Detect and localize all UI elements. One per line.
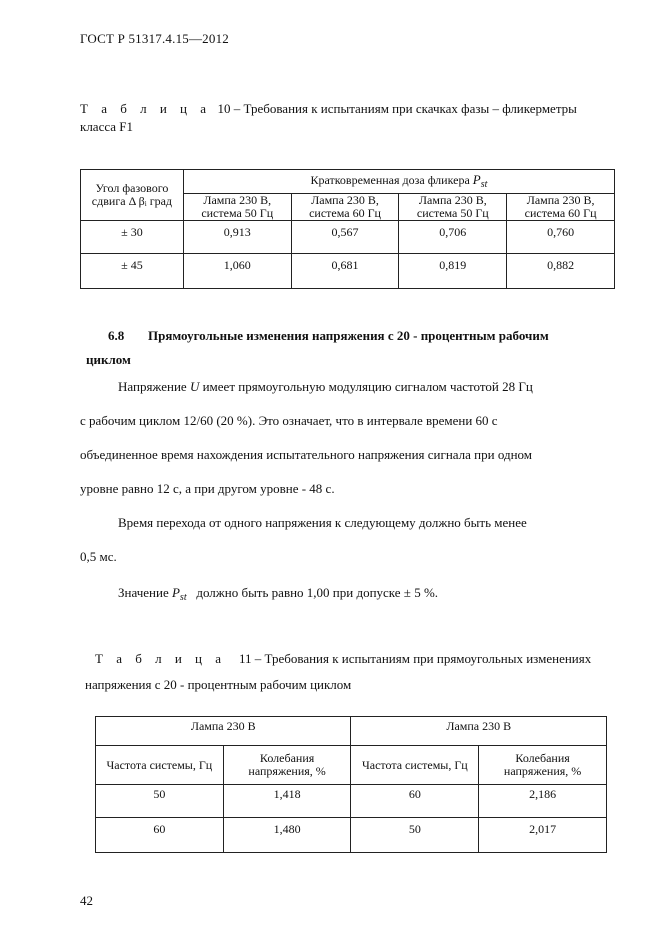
- table11-group-header: Лампа 230 В: [351, 717, 607, 746]
- table11: [95, 716, 607, 853]
- table-cell: 2,186: [479, 785, 607, 818]
- table10-header-dose: Кратковременная доза фликера $P_{st}$: [183, 170, 614, 194]
- table10-header-angle: Угол фазового сдвига Δ βᵢ град: [81, 170, 184, 221]
- table10-caption: [80, 100, 615, 136]
- table-cell: 60: [96, 818, 224, 853]
- table10-subheader: Лампа 230 В, система 60 Гц: [507, 194, 615, 221]
- table-cell: 60: [351, 785, 479, 818]
- table11-caption-line2: напряжения с 20 - процентным рабочим циклом: [85, 677, 352, 692]
- table11-caption-text: 11 – Требования к испытаниям при прямоугольных изменениях: [239, 651, 592, 666]
- section-number: 6.8: [108, 328, 125, 343]
- table11-subheader: Колебания напряжения, %: [479, 746, 607, 785]
- table11-subheader: Колебания напряжения, %: [223, 746, 351, 785]
- table10: [80, 169, 615, 289]
- table10-subheader: Лампа 230 В, система 60 Гц: [291, 194, 399, 221]
- table-cell: 2,017: [479, 818, 607, 853]
- table-cell: 1,480: [223, 818, 351, 853]
- table-cell: 0,567: [291, 221, 399, 254]
- paragraph-1: Напряжение U имеет прямоугольную модуляцию сигналом частотой 28 Гц с рабочим циклом 12/60 (20 %). Это означает, что в интервале времени 60 с объединенное время нахождения испытательного напряжения сигнала при одном уровне равно 12 с, а при другом уровне - 48 с.: [80, 379, 533, 496]
- table-cell: ± 30: [81, 221, 184, 254]
- paragraph-3: Значение $P_{st}$ должно быть равно 1,00 при допуске ± 5 %.: [118, 585, 439, 603]
- table-row: [96, 818, 607, 853]
- table11-subheader: Частота системы, Гц: [351, 746, 479, 785]
- document-header: ГОСТ Р 51317.4.15—2012: [80, 31, 229, 46]
- table-cell: 0,913: [183, 221, 291, 254]
- table-cell: ± 45: [81, 254, 184, 289]
- table10-caption-text: 10 – Требования к испытаниям при скачках фазы – фликерметры: [217, 101, 577, 116]
- table10-caption-label: Т а б л и ц а: [80, 101, 211, 116]
- table-cell: 0,681: [291, 254, 399, 289]
- table-cell: 1,418: [223, 785, 351, 818]
- table11-group-header: Лампа 230 В: [96, 717, 351, 746]
- table-cell: 50: [96, 785, 224, 818]
- table-cell: 0,882: [507, 254, 615, 289]
- table-cell: 50: [351, 818, 479, 853]
- table10-caption-line2: класса F1: [80, 119, 134, 134]
- table-cell: 0,760: [507, 221, 615, 254]
- section-title-line2: циклом: [86, 352, 131, 367]
- section-heading: [80, 327, 615, 369]
- table10-subheader: Лампа 230 В, система 50 Гц: [399, 194, 507, 221]
- table10-subheader: Лампа 230 В, система 50 Гц: [183, 194, 291, 221]
- table11-caption: [85, 650, 615, 694]
- table-row: [96, 785, 607, 818]
- table-cell: 1,060: [183, 254, 291, 289]
- table11-subheader: Частота системы, Гц: [96, 746, 224, 785]
- table11-caption-label: Т а б л и ц а: [95, 651, 226, 666]
- table-row: [81, 221, 615, 254]
- page-number: 42: [80, 893, 93, 908]
- paragraph-2: Время перехода от одного напряжения к следующему должно быть менее 0,5 мс.: [80, 515, 527, 564]
- table-cell: 0,706: [399, 221, 507, 254]
- table-row: [81, 254, 615, 289]
- table-cell: 0,819: [399, 254, 507, 289]
- section-title: Прямоугольные изменения напряжения с 20 - процентным рабочим: [148, 328, 549, 343]
